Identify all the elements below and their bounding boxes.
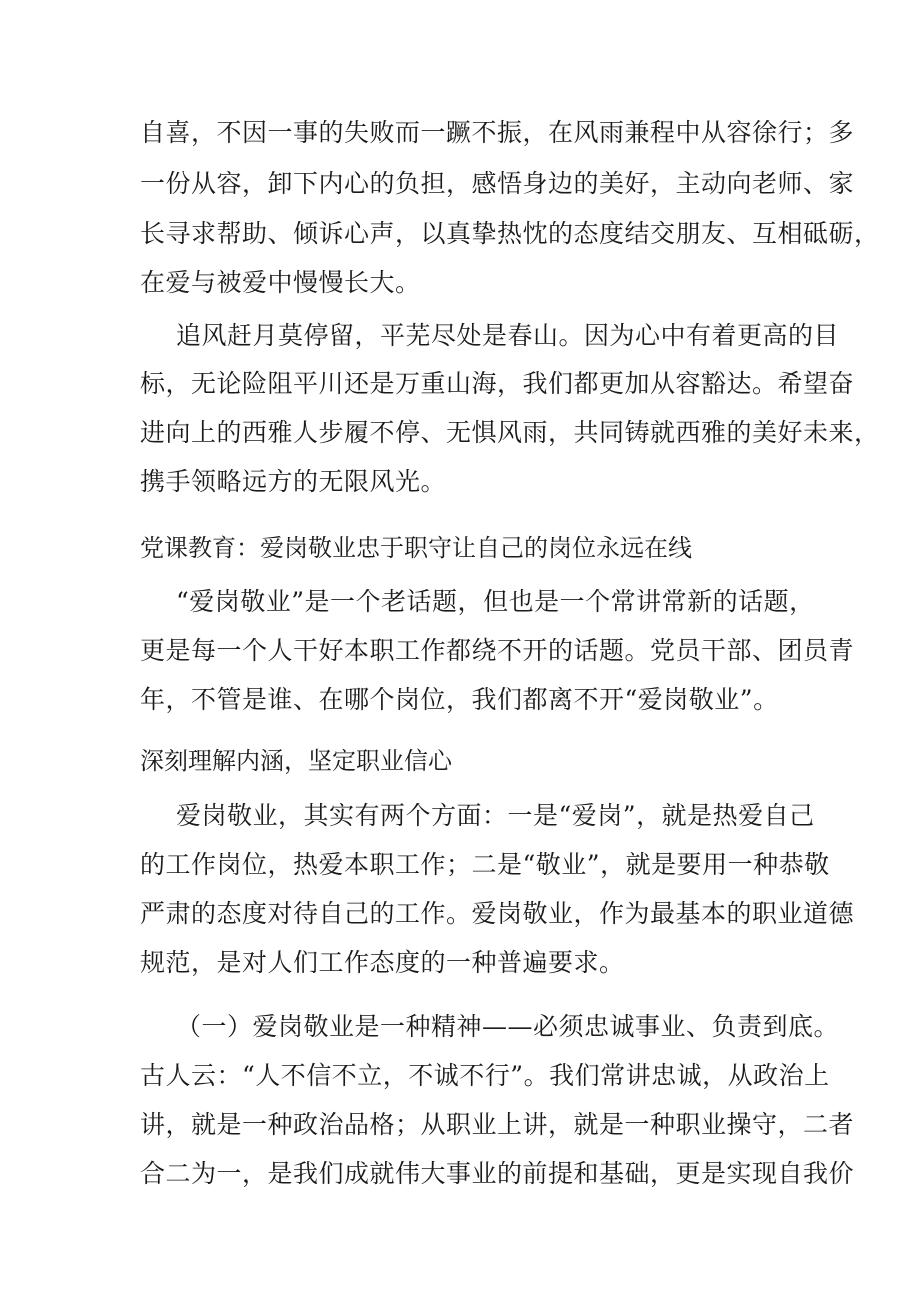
document-title: 党课教育：爱岗敬业忠于职守让自己的岗位永远在线 xyxy=(140,534,692,562)
text-line: 讲，就是一种政治品格；从职业上讲，就是一种职业操守，二者 xyxy=(140,1110,855,1139)
text-line: 进向上的西雅人步履不停、无惧风雨，共同铸就西雅的美好未来， xyxy=(140,418,880,447)
text-line: 在爱与被爱中慢慢长大。 xyxy=(140,268,421,297)
text-line: （一）爱岗敬业是一种精神——必须忠诚事业、负责到底。 xyxy=(176,1012,840,1041)
text-line: 古人云：“人不信不立，不诚不行”。我们常讲忠诚，从政治上 xyxy=(140,1061,830,1090)
text-line: 更是每一个人干好本职工作都绕不开的话题。党员干部、团员青 xyxy=(140,636,855,665)
text-line: 长寻求帮助、倾诉心声，以真挚热忱的态度结交朋友、互相砥砺， xyxy=(140,219,880,248)
text-line: 年，不管是谁、在哪个岗位，我们都离不开“爱岗敬业”。 xyxy=(140,685,779,714)
text-line: 严肃的态度对待自己的工作。爱岗敬业，作为最基本的职业道德 xyxy=(140,899,855,928)
text-line: “爱岗敬业”是一个老话题，但也是一个常讲常新的话题， xyxy=(176,587,815,616)
text-line: 自喜，不因一事的失败而一蹶不振，在风雨兼程中从容徐行；多 xyxy=(140,118,855,147)
text-line: 规范，是对人们工作态度的一种普遍要求。 xyxy=(140,948,625,977)
text-line: 爱岗敬业，其实有两个方面：一是“爱岗”，就是热爱自己 xyxy=(176,801,815,830)
text-line: 合二为一，是我们成就伟大事业的前提和基础，更是实现自我价 xyxy=(140,1159,855,1188)
text-line: 追风赶月莫停留，平芜尽处是春山。因为心中有着更高的目 xyxy=(176,321,840,350)
text-line: 标，无论险阻平川还是万重山海，我们都更加从容豁达。希望奋 xyxy=(140,369,855,398)
text-line: 一份从容，卸下内心的负担，感悟身边的美好，主动向老师、家 xyxy=(140,169,855,198)
section-heading: 深刻理解内涵，坚定职业信心 xyxy=(140,747,452,775)
text-line: 携手领略远方的无限风光。 xyxy=(140,467,447,496)
text-line: 的工作岗位，热爱本职工作；二是“敬业”，就是要用一种恭敬 xyxy=(140,850,830,879)
